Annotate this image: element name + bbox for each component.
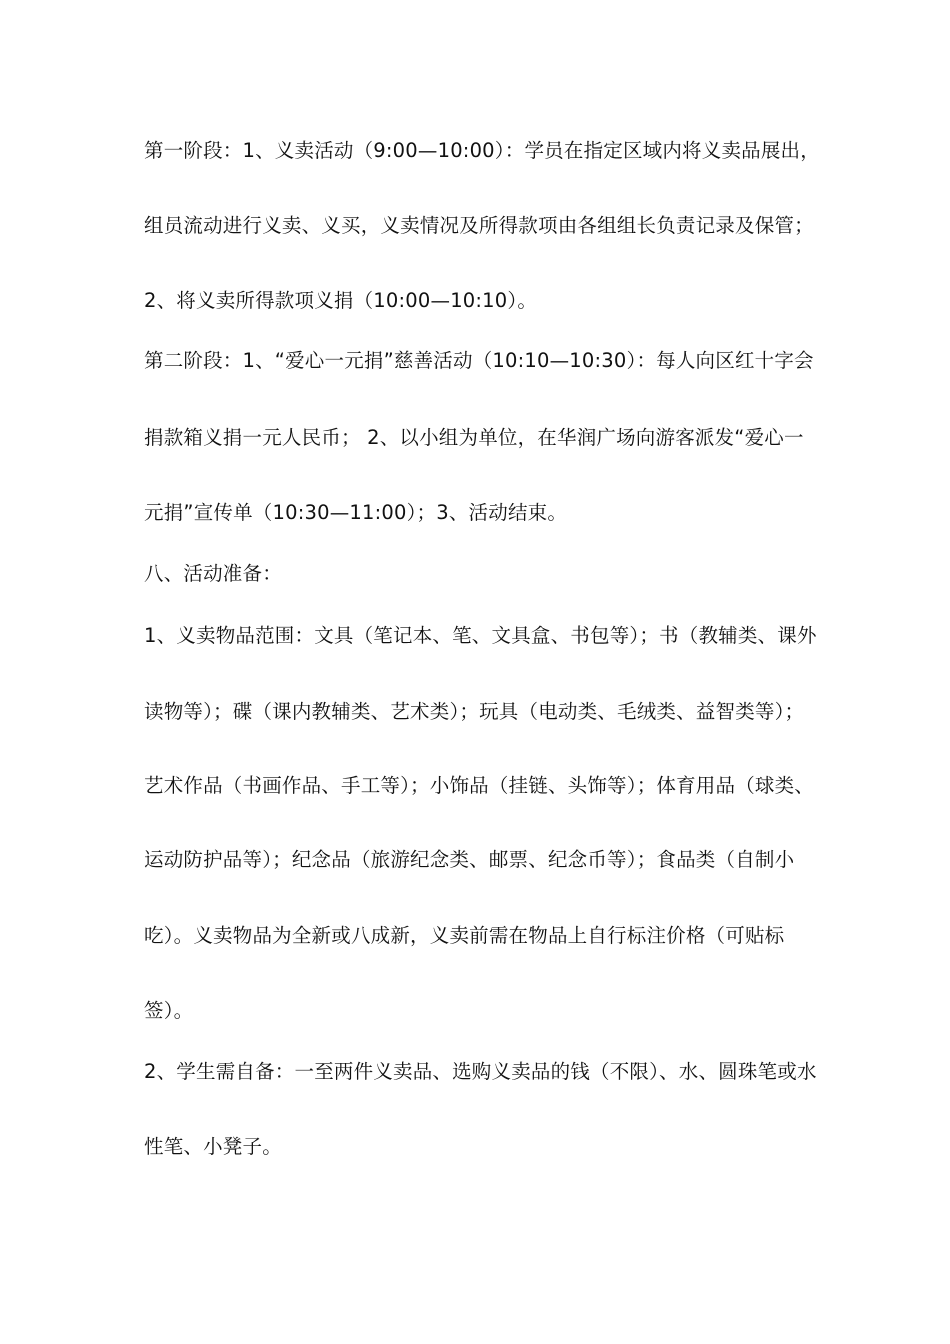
text-line-items-scope-4: 运动防护品等）；纪念品（旅游纪念类、邮票、纪念币等）；食品类（自制小 [144, 848, 795, 871]
text-line-items-scope-3: 艺术作品（书画作品、手工等）；小饰品（挂链、头饰等）；体育用品（球类、 [144, 774, 815, 797]
text-line-student-supplies-2: 性笔、小凳子。 [144, 1135, 282, 1158]
section-heading-preparation: 八、活动准备： [144, 562, 282, 585]
text-line-stage-two: 第二阶段：1、“爱心一元捐”慈善活动（10:10—10:30）：每人向区红十字会 [144, 349, 814, 372]
text-line-items-scope-5: 吃）。义卖物品为全新或八成新，义卖前需在物品上自行标注价格（可贴标 [144, 924, 785, 947]
text-line-stage-two-end: 元捐”宣传单（10:30—11:00）；3、活动结束。 [144, 501, 568, 524]
text-line-items-scope-6: 签）。 [144, 999, 194, 1022]
text-line-student-supplies: 2、学生需自备：一至两件义卖品、选购义卖品的钱（不限）、水、圆珠笔或水 [144, 1060, 817, 1083]
text-line-items-scope-2: 读物等）；碟（课内教辅类、艺术类）；玩具（电动类、毛绒类、益智类等）； [144, 700, 805, 723]
text-line-stage-one-cont: 组员流动进行义卖、义买，义卖情况及所得款项由各组组长负责记录及保管； [144, 214, 814, 237]
text-line-stage-one: 第一阶段：1、义卖活动（9:00—10:00）：学员在指定区域内将义卖品展出， [144, 139, 820, 162]
text-line-items-scope: 1、义卖物品范围：文具（笔记本、笔、文具盒、书包等）；书（教辅类、课外 [144, 624, 817, 647]
text-line-stage-two-cont: 捐款箱义捐一元人民币； 2、以小组为单位，在华润广场向游客派发“爱心一 [144, 426, 804, 449]
text-line-stage-one-step2: 2、将义卖所得款项义捐（10:00—10:10）。 [144, 289, 538, 312]
